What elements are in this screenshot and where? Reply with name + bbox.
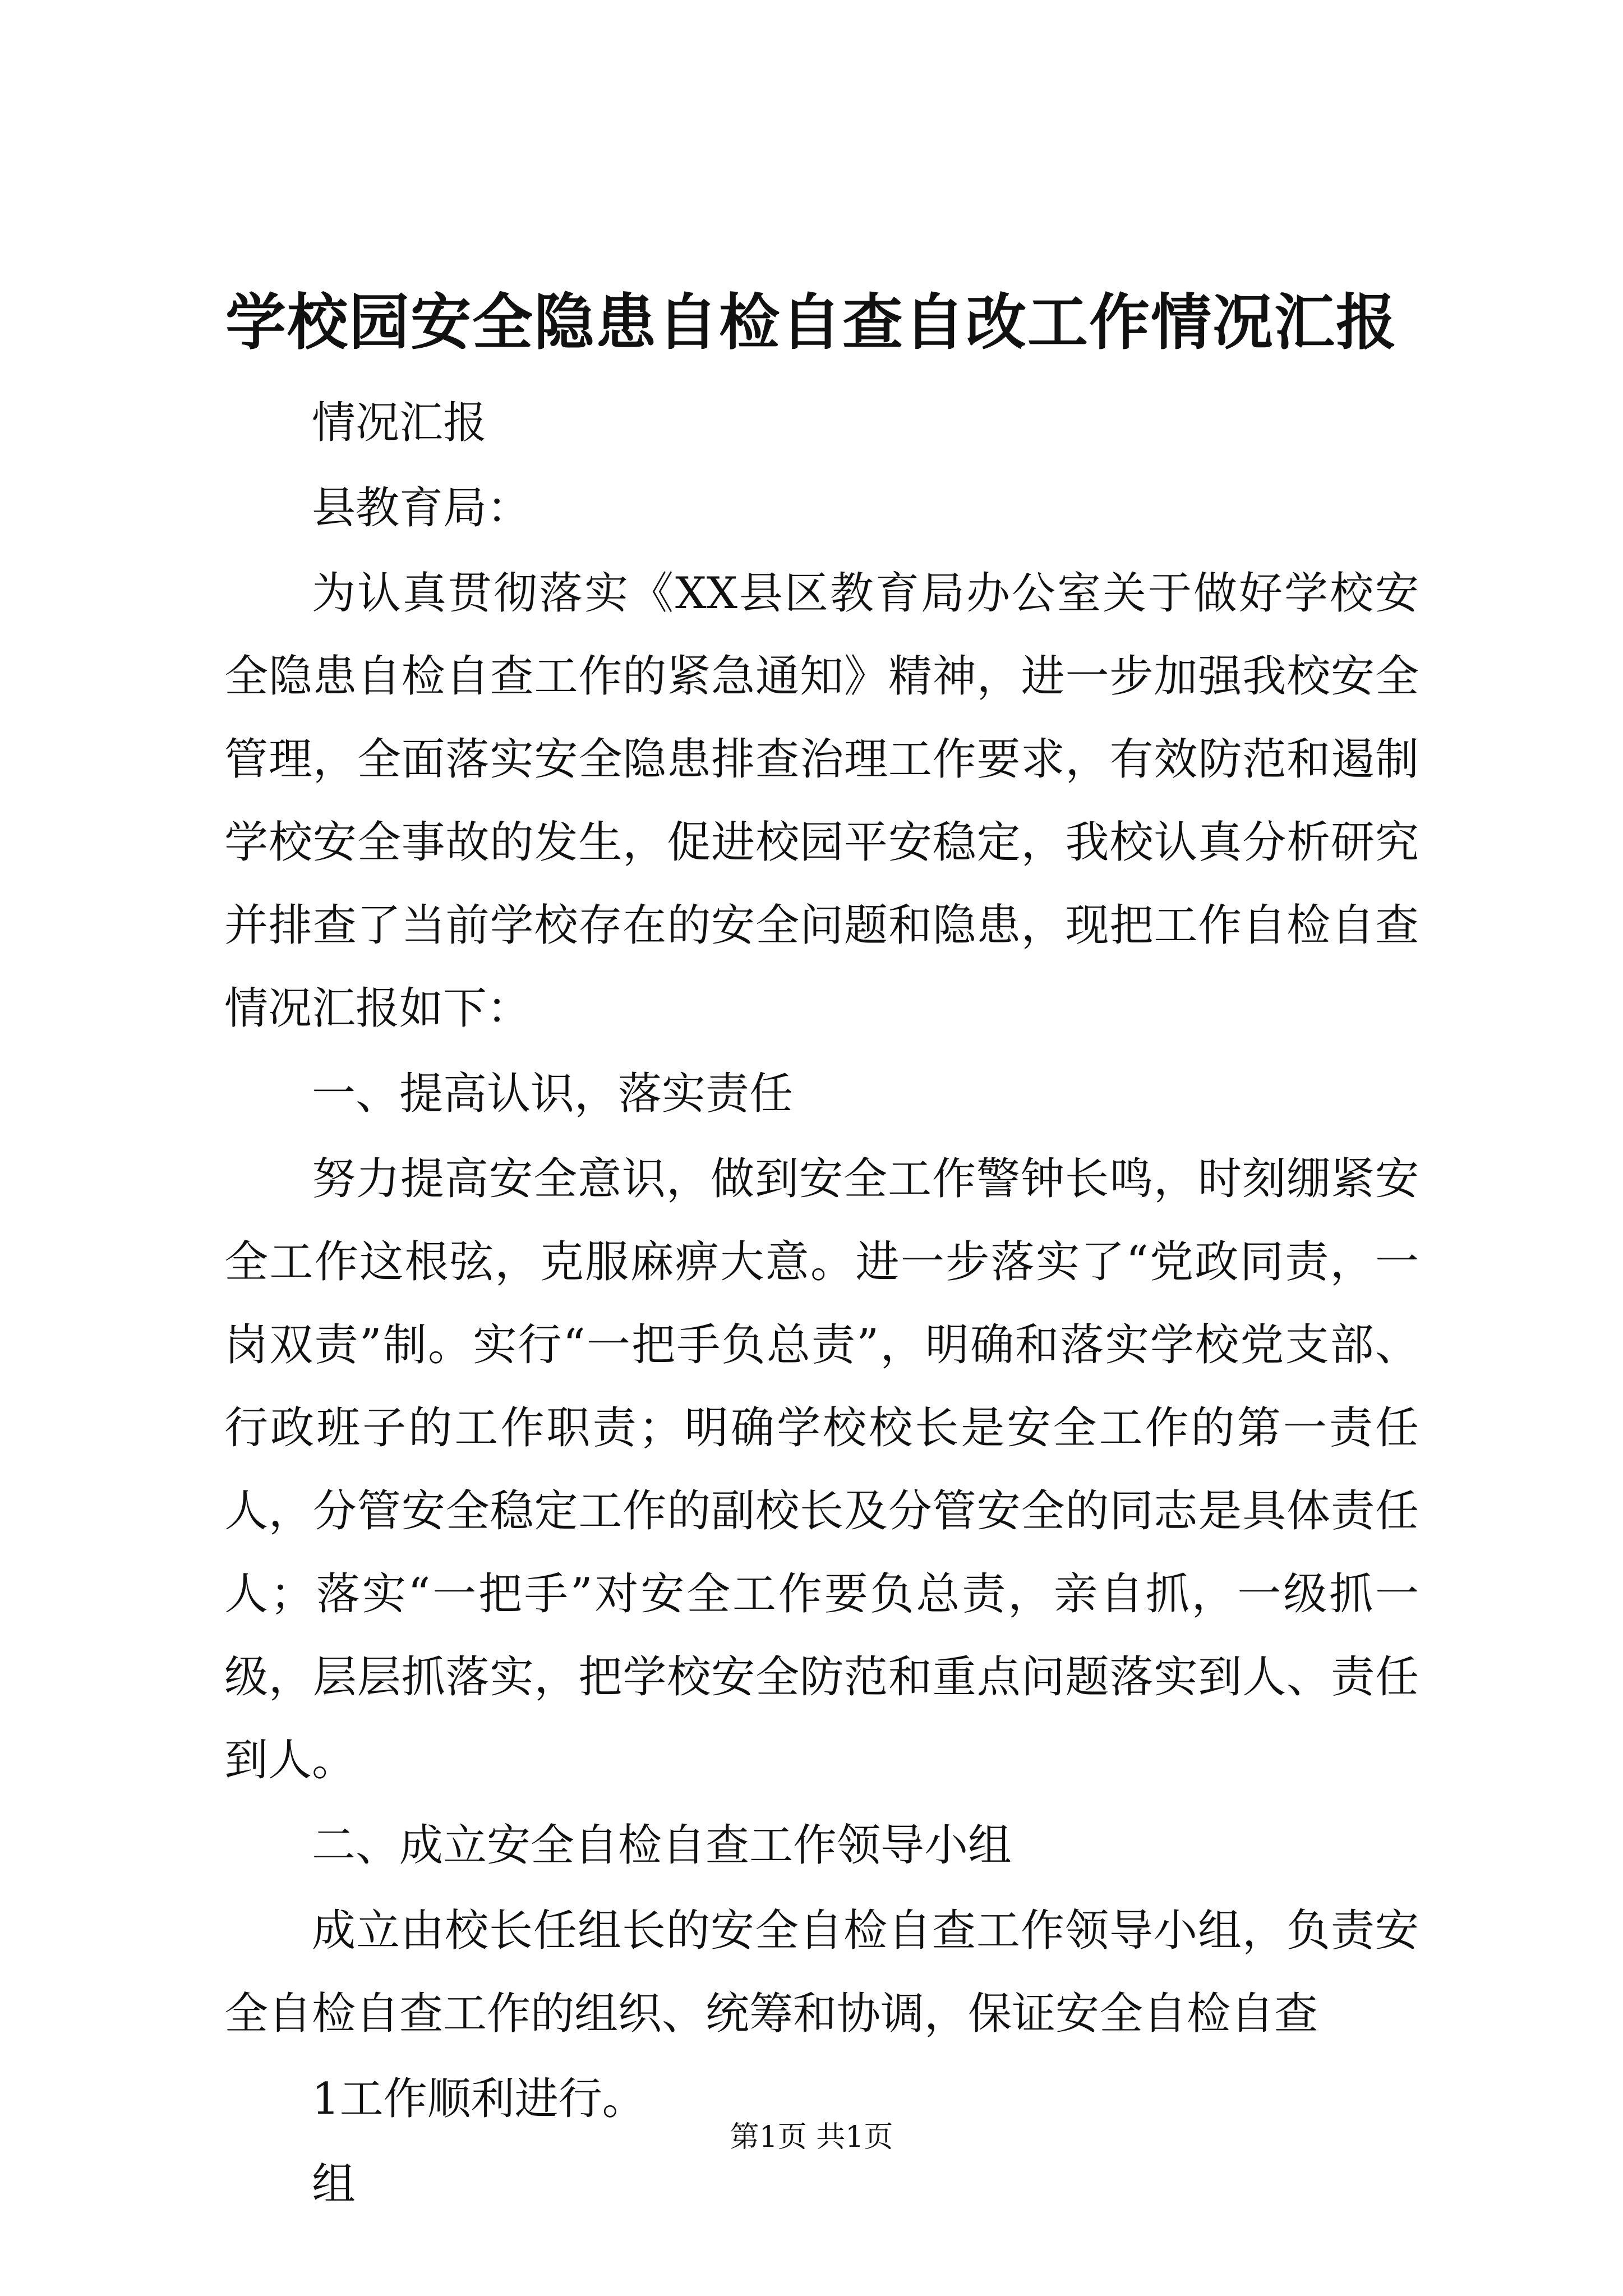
paragraph-intro: 为认真贯彻落实《XX县区教育局办公室关于做好学校安全隐患自检自查工作的紧急通知》精神，进一步加强我校安全管理，全面落实安全隐患排查治理工作要求，有效防范和遏制学校安全事故的发生，促进校园平安稳定，我校认真分析研究并排查了当前学校存在的安全问题和隐患，现把工作自检自查情况汇报如下： <box>224 568 1419 1034</box>
paragraph-section-2: 成立由校长任组长的安全自检自查工作领导小组，负责安全自检自查工作的组织、统筹和协调，保证安全自检自查 <box>224 1906 1419 2039</box>
paragraph-section-1: 努力提高安全意识，做到安全工作警钟长鸣，时刻绷紧安全工作这根弦，克服麻痹大意。进一步落实了“党政同责，一岗双责”制。实行“一把手负总责”，明确和落实学校党支部、行政班子的工作职责；明确学校校长是安全工作的第一责任人，分管安全稳定工作的副校长及分管安全的同志是具体责任人；落实“一把手”对安全工作要负总责，亲自抓，一级抓一级，层层抓落实，把学校安全防范和重点问题落实到人、责任到人。 <box>224 1154 1419 1786</box>
section-heading-1: 一、提高认识，落实责任 <box>312 1069 794 1119</box>
paragraph-continuation: 1工作顺利进行。 <box>312 2074 646 2124</box>
section-heading-2: 二、成立安全自检自查工作领导小组 <box>312 1820 1012 1871</box>
document-title: 学校园安全隐患自检自查自改工作情况汇报 <box>225 287 1398 358</box>
paragraph-addressee: 县教育局： <box>312 483 531 533</box>
paragraph-heading-report: 情况汇报 <box>312 398 487 448</box>
paragraph-fragment: 组 <box>312 2159 356 2210</box>
page-footer: 第1页 共1页 <box>730 2120 893 2154</box>
document-body <box>224 381 1419 2228</box>
